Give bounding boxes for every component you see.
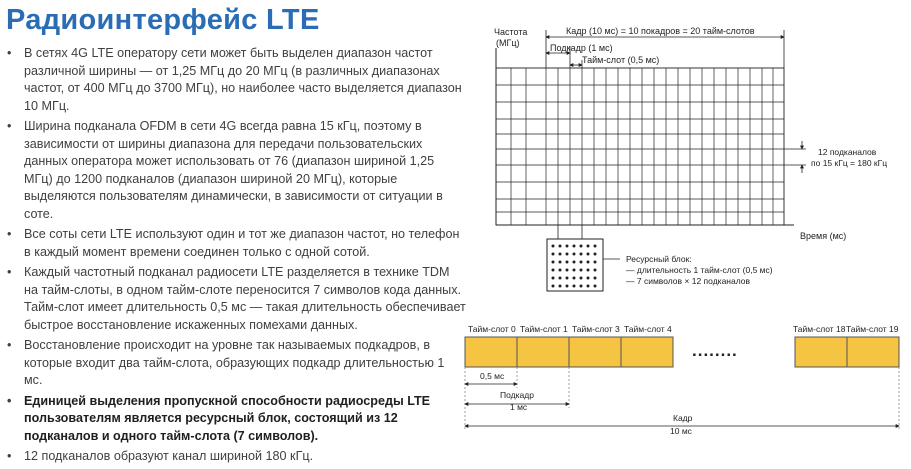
bullet-text: В сетях 4G LTE оператору сети может быть выделен диапазон частот различной ширины — от 1,25 МГц до 20 МГц (в различных диапазонах частот, от 400 МГц до 3700 МГц), но наиболее часто выделяется диапазон 10 МГц.	[24, 46, 462, 113]
resource-block-duration: — длительность 1 тайм-слот (0,5 мс)	[626, 265, 773, 275]
symbol-dot	[566, 277, 569, 280]
symbol-dot	[559, 245, 562, 248]
subframe-label: Подкадр (1 мс)	[550, 43, 613, 53]
symbol-dot	[566, 285, 569, 288]
y-axis-label: Частота	[494, 27, 528, 37]
bullet-text: Ширина подканала OFDM в сети 4G всегда равна 15 кГц, поэтому в зависимости от ширины диапазона для передачи пользовательских данных оператора может использовать от 76 (диапазон шириной 1,25 МГц) до 1200 подканалов (диапазон шириной 20 МГц), которые выделяются пользователям динамически, в зависимости от ситуации в соте.	[24, 119, 443, 221]
bullet-marker: •	[7, 338, 12, 352]
timeslot-cell	[621, 337, 673, 367]
symbol-dot	[580, 285, 583, 288]
symbol-dot	[566, 245, 569, 248]
bullet-item	[4, 45, 466, 115]
symbol-dot	[566, 269, 569, 272]
symbol-dot	[552, 269, 555, 272]
symbol-dot	[573, 253, 576, 256]
symbol-dot	[594, 253, 597, 256]
symbol-dot	[552, 253, 555, 256]
bullet-marker: •	[7, 46, 12, 60]
timeslot-cell	[847, 337, 899, 367]
symbol-dot	[587, 277, 590, 280]
symbol-dot	[573, 261, 576, 264]
symbol-dot	[594, 277, 597, 280]
resource-block-title: Ресурсный блок:	[626, 254, 692, 264]
timeslot-cell	[569, 337, 621, 367]
half-ms-label: 0,5 мс	[480, 371, 505, 381]
symbol-dot	[573, 269, 576, 272]
bullet-item	[4, 264, 466, 334]
resource-grid-diagram	[468, 10, 908, 305]
bullet-marker: •	[7, 449, 12, 463]
slot-label: Тайм-слот 4	[624, 324, 672, 334]
symbol-dot	[552, 261, 555, 264]
symbol-dot	[559, 269, 562, 272]
timeslot-row	[465, 337, 899, 367]
bullet-item	[4, 448, 466, 466]
symbol-dot	[559, 285, 562, 288]
bullet-text: Все соты сети LTE используют один и тот же диапазон частот, но телефон в каждый момент времени соединен только с одной сотой.	[24, 227, 460, 259]
ellipsis: ........	[692, 341, 738, 360]
symbol-dot	[587, 245, 590, 248]
bullet-marker: •	[7, 265, 12, 279]
symbol-dot	[580, 245, 583, 248]
bullet-item	[4, 226, 466, 261]
subchannels-dimension-arrow	[784, 141, 806, 173]
symbol-dot	[573, 277, 576, 280]
bullet-text: 12 подканалов образуют канал шириной 180 кГц.	[24, 449, 314, 463]
symbol-dot	[587, 261, 590, 264]
subframe-duration: 1 мс	[510, 402, 528, 412]
symbol-dot	[559, 261, 562, 264]
symbol-dot	[594, 245, 597, 248]
symbol-dot	[587, 253, 590, 256]
symbol-dot	[594, 269, 597, 272]
resource-block-size: — 7 символов × 12 подканалов	[626, 276, 751, 286]
frame-label: Кадр	[673, 413, 693, 423]
bullet-list	[4, 45, 466, 469]
bullet-marker: •	[7, 119, 12, 133]
symbol-dot	[552, 245, 555, 248]
slot-label: Тайм-слот 18	[793, 324, 846, 334]
symbol-dot	[580, 261, 583, 264]
y-axis-unit: (МГц)	[496, 38, 520, 48]
bullet-item	[4, 118, 466, 223]
time-frequency-grid	[496, 68, 784, 225]
symbol-dot	[573, 285, 576, 288]
timeslot-label: Тайм-слот (0,5 мс)	[582, 55, 660, 65]
bullet-item-emphasis	[4, 393, 466, 446]
bullet-item	[4, 337, 466, 390]
frame-label: Кадр (10 мс) = 10 покадров = 20 тайм-слотов	[566, 26, 755, 36]
x-axis-label: Время (мс)	[800, 231, 847, 241]
slot-label: Тайм-слот 19	[846, 324, 899, 334]
subchannels-label: 12 подканалов	[818, 147, 877, 157]
resource-block-callout	[558, 225, 582, 239]
symbol-dot	[559, 253, 562, 256]
symbol-dot	[580, 269, 583, 272]
timeslot-cell	[517, 337, 569, 367]
symbol-dot	[587, 285, 590, 288]
bullet-marker: •	[7, 227, 12, 241]
bullet-marker: •	[7, 393, 12, 408]
frame-duration: 10 мс	[670, 426, 692, 436]
symbol-dot	[594, 285, 597, 288]
frame-timeline-diagram	[462, 318, 910, 458]
timeslot-cell	[795, 337, 847, 367]
bullet-text: Единицей выделения пропускной способности радиосреды LTE пользователям является ресурсный блок, состоящий из 12 подканалов и одного тайм-слота (7 символов).	[24, 393, 431, 443]
slot-label: Тайм-слот 0	[468, 324, 516, 334]
symbol-dot	[594, 261, 597, 264]
symbol-dot	[552, 277, 555, 280]
frequency-axis	[496, 48, 794, 225]
symbol-dot	[573, 245, 576, 248]
symbol-dot	[566, 261, 569, 264]
symbol-dot	[587, 269, 590, 272]
timeslot-dimension-arrow	[570, 60, 582, 68]
symbol-dot	[559, 277, 562, 280]
symbol-dot	[580, 277, 583, 280]
bullet-text: Восстановление происходит на уровне так называемых подкадров, в которые входит два тайм-слота, образующих подкадр длительностью 1 мс.	[24, 338, 445, 387]
subchannels-width-label: по 15 кГц = 180 кГц	[811, 158, 888, 168]
symbol-dot	[566, 253, 569, 256]
subframe-label: Подкадр	[500, 390, 534, 400]
timeslot-cell	[465, 337, 517, 367]
symbol-dot	[552, 285, 555, 288]
symbol-dot	[580, 253, 583, 256]
page-title: Радиоинтерфейс LTE	[6, 4, 320, 36]
slot-label: Тайм-слот 3	[572, 324, 620, 334]
bullet-text: Каждый частотный подканал радиосети LTE разделяется в технике TDM на тайм-слоты, в одном тайм-слоте переносится 7 символов кода данных. Тайм-слот имеет длительность 0,5 мс — такая длительность обеспечивает быстрое восстановление искаженных помехами данных.	[24, 265, 466, 332]
slot-label: Тайм-слот 1	[520, 324, 568, 334]
